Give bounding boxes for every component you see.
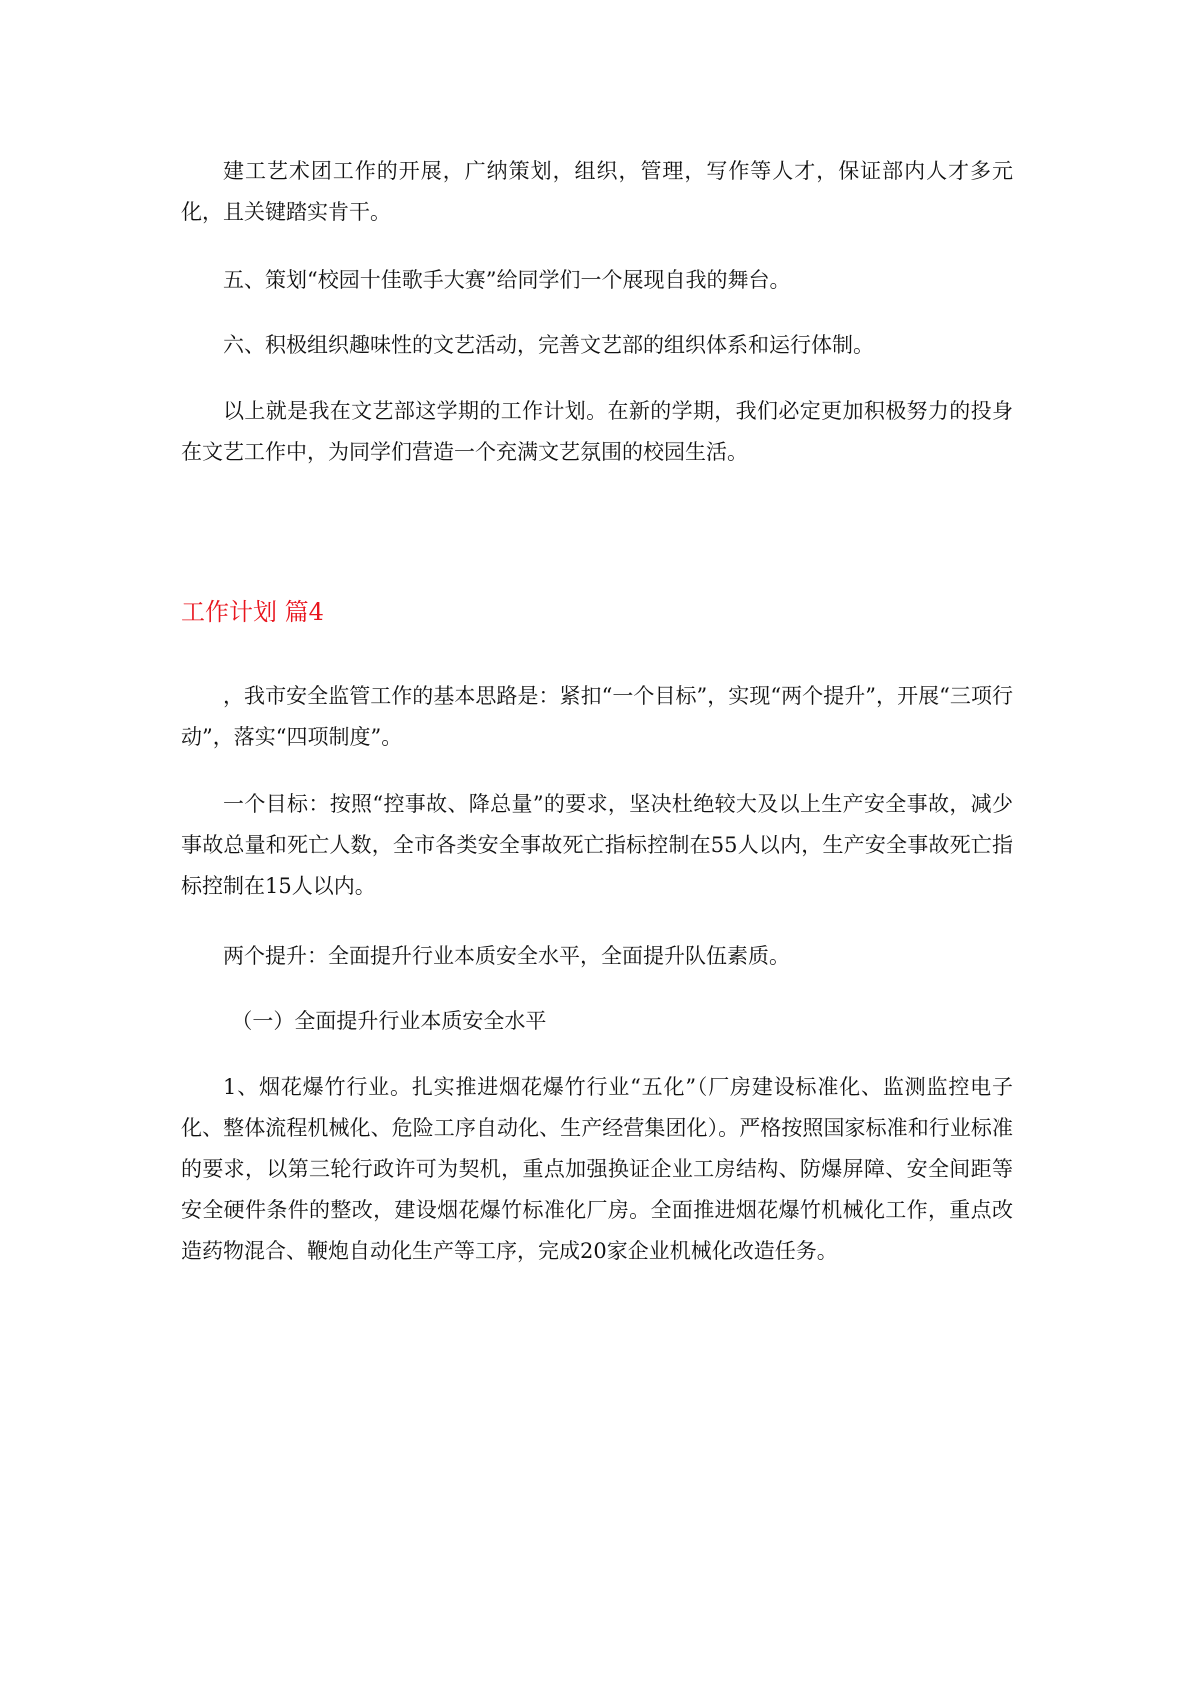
paragraph-fireworks-industry: 1、烟花爆竹行业。扎实推进烟花爆竹行业“五化”（厂房建设标准化、监测监控电子化、整体流程机械化、危险工序自动化、生产经营集团化）。严格按照国家标准和行业标准的要求，以第三轮行政许可为契机，重点加强换证企业工房结构、防爆屏障、安全间距等安全硬件条件的整改，建设烟花爆竹标准化厂房。全面推进烟花爆竹机械化工作，重点改造药物混合、鞭炮自动化生产等工序，完成20家企业机械化改造任务。 <box>181 1075 1013 1263</box>
paragraph-summary: 以上就是我在文艺部这学期的工作计划。在新的学期，我们必定更加积极努力的投身在文艺工作中，为同学们营造一个充满文艺氛围的校园生活。 <box>181 399 1013 464</box>
subheading-industry-safety: （一）全面提升行业本质安全水平 <box>231 1009 547 1033</box>
paragraph-one-goal: 一个目标：按照“控事故、降总量”的要求，坚决杜绝较大及以上生产安全事故，减少事故总量和死亡人数，全市各类安全事故死亡指标控制在55人以内，生产安全事故死亡指标控制在15人以内。 <box>181 792 1013 898</box>
paragraph-basic-approach: ，我市安全监管工作的基本思路是：紧扣“一个目标”，实现“两个提升”，开展“三项行动”，落实“四项制度”。 <box>181 684 1013 749</box>
paragraph-item-five: 五、策划“校园十佳歌手大赛”给同学们一个展现自我的舞台。 <box>223 268 791 292</box>
paragraph-art-troupe: 建工艺术团工作的开展，广纳策划，组织，管理，写作等人才，保证部内人才多元化，且关键踏实肯干。 <box>181 159 1013 224</box>
paragraph-item-six: 六、积极组织趣味性的文艺活动，完善文艺部的组织体系和运行体制。 <box>223 333 874 357</box>
section-heading: 工作计划 篇4 <box>181 598 324 626</box>
paragraph-two-improvements: 两个提升：全面提升行业本质安全水平，全面提升队伍素质。 <box>223 944 790 968</box>
